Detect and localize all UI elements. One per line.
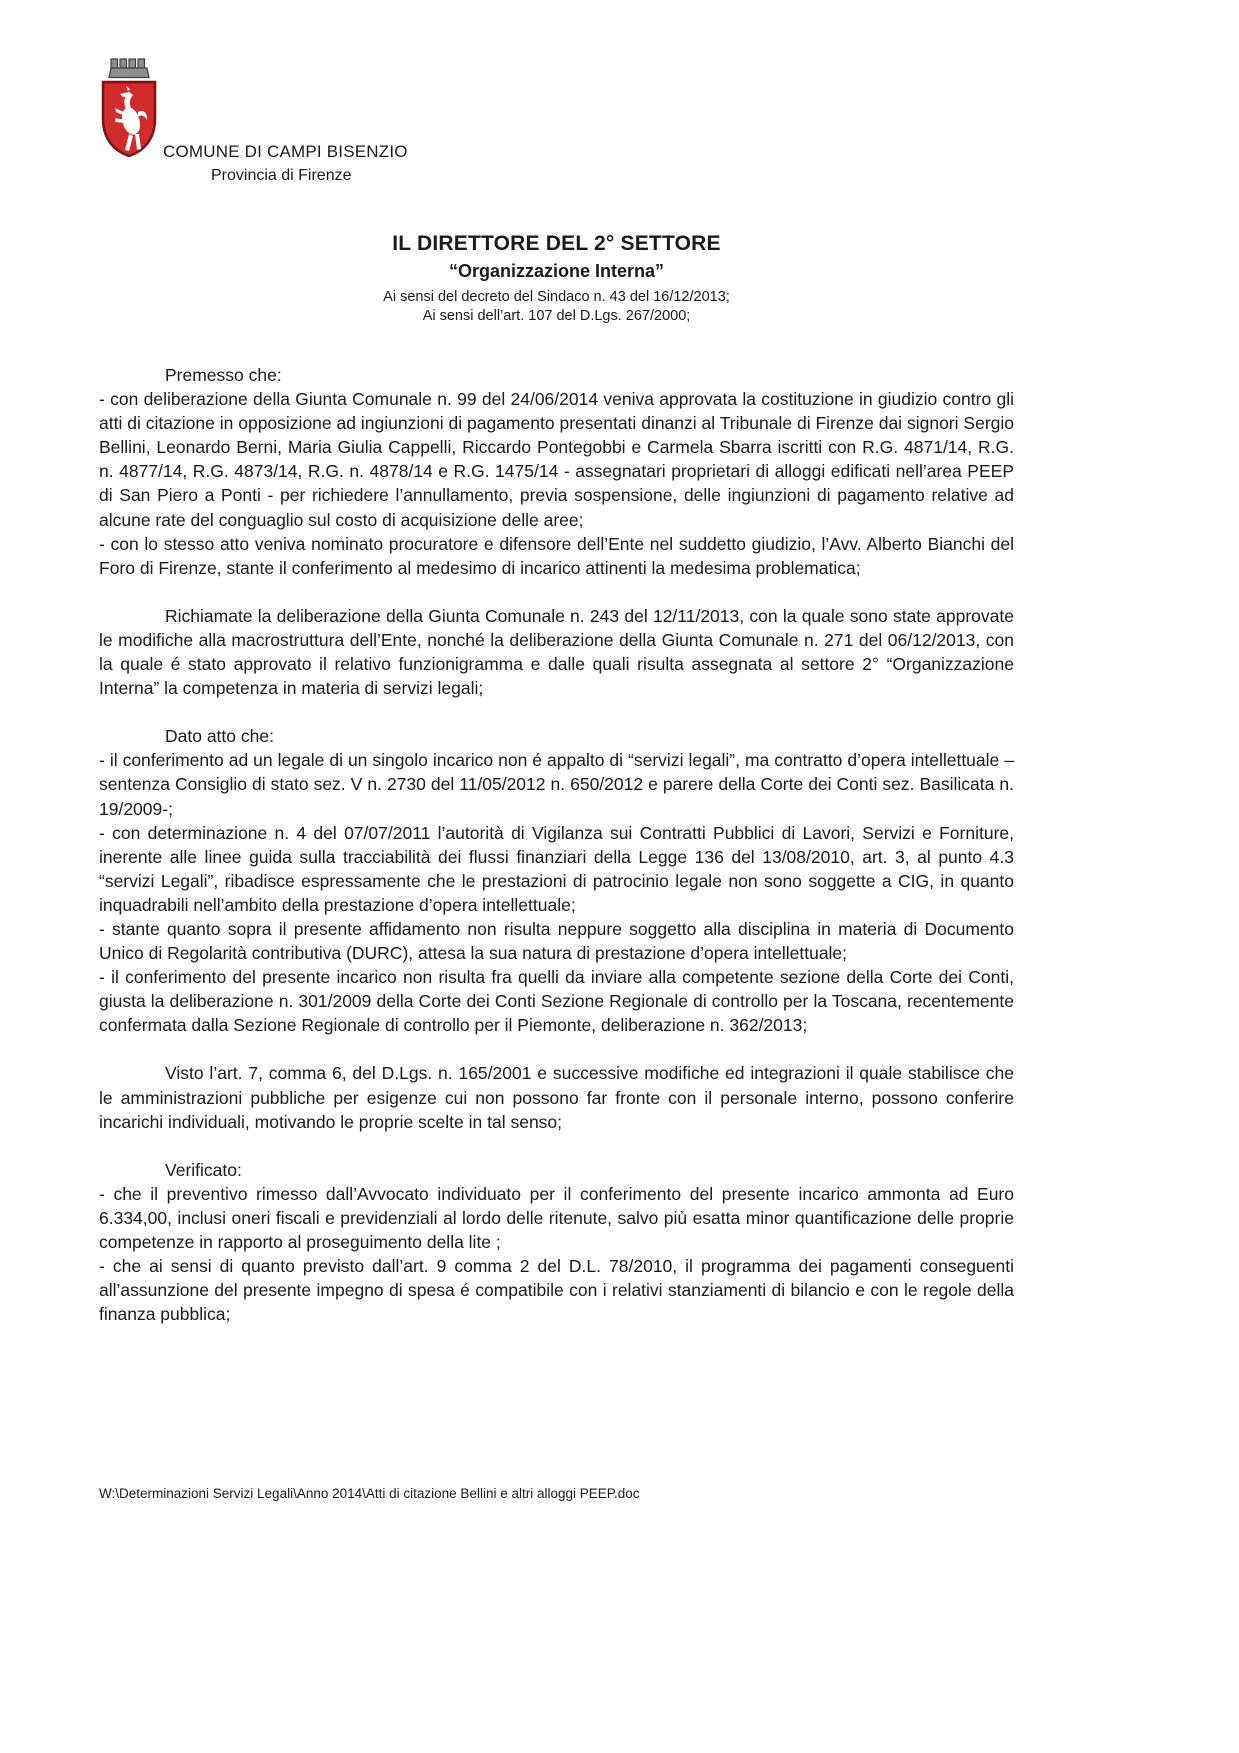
paragraph: - con determinazione n. 4 del 07/07/2011 l’autorità di Vigilanza sui Contratti Pubblici di Lavori, Servizi e Forniture, inerente alle linee guida sulla tracciabilità dei flussi finanziari della Legge 136 del 13/08/2010, art. 3, al punto 4.3 “servizi Legali”, ribadisce espressamente che le prestazioni di patrocinio legale non sono soggette a CIG, in quanto inquadrabili nell’ambito della prestazione d’opera intellettuale; [99,822,1014,915]
province-name: Provincia di Firenze [211,167,352,184]
mural-crown-icon [104,56,154,79]
legal-reference-1: Ai sensi del decreto del Sindaco n. 43 del 16/12/2013; [383,289,730,305]
title-block [99,232,1014,325]
document-body [99,363,1014,1326]
paragraph: Verificato: [165,1159,242,1180]
municipality-name: COMUNE DI CAMPI BISENZIO [163,142,408,161]
paragraph: - con lo stesso atto veniva nominato procuratore e difensore dell’Ente nel suddetto giudizio, l’Avv. Alberto Bianchi del Foro di Firenze, stante il conferimento al medesimo di incarico attinenti la medesima problematica; [99,533,1014,578]
paragraph: - che ai sensi di quanto previsto dall’art. 9 comma 2 del D.L. 78/2010, il programma dei pagamenti conseguenti all’assunzione del presente impegno di spesa é compatibile con i relativi stanziamenti di bilancio e con le regole della finanza pubblica; [99,1256,1014,1325]
coat-of-arms [97,56,161,159]
document-title: IL DIRETTORE DEL 2° SETTORE [392,232,721,255]
file-path: W:\Determinazioni Servizi Legali\Anno 2014\Atti di citazione Bellini e altri alloggi PEEP.doc [99,1486,640,1501]
paragraph: Dato atto che: [165,726,274,747]
shield-icon [99,79,159,159]
paragraph: Premesso che: [165,365,282,385]
paragraph: - il conferimento del presente incarico non risulta fra quelli da inviare alla competente sezione della Corte dei Conti, giusta la deliberazione n. 301/2009 della Corte dei Conti Sezione Regionale di controllo per la Toscana, recentemente confermata dalla Sezione Regionale di controllo per il Piemonte, deliberazione n. 362/2013; [99,967,1014,1036]
paragraph: - il conferimento ad un legale di un singolo incarico non é appalto di “servizi legali”, ma contratto d’opera intellettuale – sentenza Consiglio di stato sez. V n. 2730 del 11/05/2012 n. 650/2012 e parere della Corte dei Conti sez. Basilicata n. 19/2009-; [99,750,1014,819]
document-subtitle: “Organizzazione Interna” [448,261,665,281]
legal-reference-2: Ai sensi dell’art. 107 del D.Lgs. 267/2000; [422,307,691,324]
paragraph: Richiamate la deliberazione della Giunta Comunale n. 243 del 12/11/2013, con la quale sono state approvate le modifiche alla macrostruttura dell’Ente, nonché la deliberazione della Giunta Comunale n. 271 del 06/12/2013, con la quale é stato approvato il relativo funzionigramma e dalle quali risulta assegnata al settore 2° “Organizzazione Interna” la competenza in materia di servizi legali; [99,605,1014,699]
paragraph: - con deliberazione della Giunta Comunale n. 99 del 24/06/2014 veniva approvata la costituzione in giudizio contro gli atti di citazione in opposizione ad ingiunzioni di pagamento presentati dinanzi al Tribunale di Firenze dai signori Sergio Bellini, Leonardo Berni, Maria Giulia Cappelli, Riccardo Pontegobbi e Carmela Sbarra iscritti con R.G. 4871/14, R.G. n. 4877/14, R.G. 4873/14, R.G. n. 4878/14 e R.G. 1475/14 - assegnatari proprietari di alloggi edificati nell’area PEEP di San Piero a Ponti - per richiedere l’annullamento, previa sospensione, delle ingiunzioni di pagamento relative ad alcune rate del conguaglio sul costo di acquisizione delle aree; [99,389,1014,530]
paragraph: - stante quanto sopra il presente affidamento non risulta neppure soggetto alla disciplina in materia di Documento Unico di Regolarità contributiva (DURC), attesa la sua natura di prestazione d’opera intellettuale; [99,918,1014,964]
paragraph: Visto l’art. 7, comma 6, del D.Lgs. n. 165/2001 e successive modifiche ed integrazioni il quale stabilisce che le amministrazioni pubbliche per esigenze cui non possono far fronte con il personale interno, possono conferire incarichi individuali, motivando le proprie scelte in tal senso; [99,1063,1014,1132]
paragraph: - che il preventivo rimesso dall’Avvocato individuato per il conferimento del presente incarico ammonta ad Euro 6.334,00, inclusi oneri fiscali e previdenziali al lordo delle ritenute, salvo più esatta minor quantificazione delle proprie competenze in rapporto al proseguimento della lite ; [99,1183,1014,1252]
